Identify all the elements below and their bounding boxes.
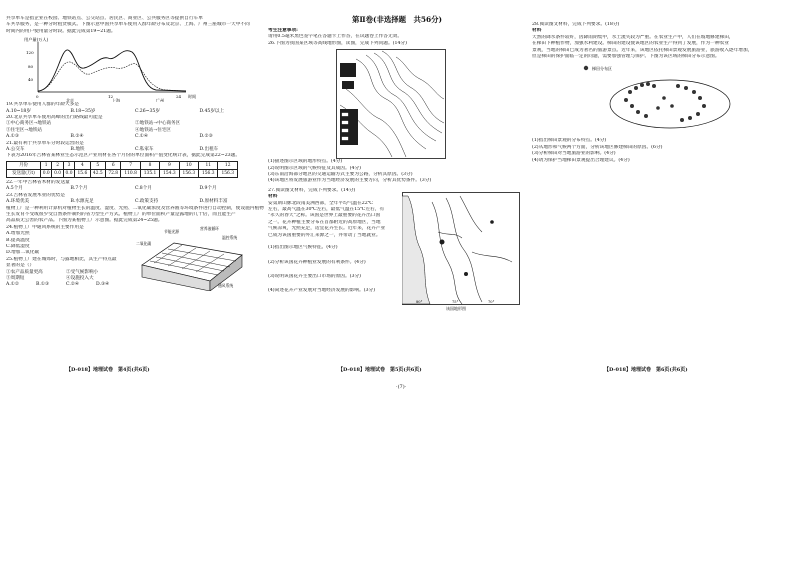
usage-line-chart xyxy=(16,36,216,102)
map-tick: 75° xyxy=(452,300,459,305)
option: B.水源充足 xyxy=(70,199,94,205)
table-cell: 135.1 xyxy=(140,169,159,177)
question-20: 20.北京共享单车使用高峰的出行路线最可能是 xyxy=(6,115,103,121)
legend-beijing: 北京 xyxy=(66,98,74,103)
question-19: 19.共享单车使用人群的年龄大多是 xyxy=(6,102,80,108)
chart-ytick: 80 xyxy=(28,64,34,70)
option: D.出租车 xyxy=(199,147,219,153)
q28-sub: (3)分析梯田对当地旅游业的影响。(4分) xyxy=(532,151,616,157)
intro-line: 生长发育不受或很少受自然条件制约的省力型生产方式。植物工厂的单位面积产量是露地的几十倍，而且能生产 xyxy=(6,211,236,217)
table-cell: 154.3 xyxy=(160,169,179,177)
chart-xtick: 12 xyxy=(108,94,114,100)
table-cell: 0.0 xyxy=(40,169,51,177)
q20-options xyxy=(6,134,264,140)
option: C.政策支持 xyxy=(135,199,159,205)
material-line: 安第斯山脉北段南美洲西部，全年平均气温在22℃ xyxy=(268,200,373,206)
table-cell: 发送量(万t) xyxy=(7,169,41,177)
statement: ③周期短 xyxy=(6,275,25,281)
table-header-row xyxy=(7,161,238,169)
table-cell: 156.3 xyxy=(199,169,218,177)
option: A.①③ xyxy=(6,134,20,140)
intro-line: 车共享服务，是一种分时租赁模式。下图示意中国共享单车使用人群年龄分布及北京、上海、广州三座城市一天中不同 xyxy=(6,22,250,28)
table-cell: 10 xyxy=(179,161,198,169)
option: B.7个月 xyxy=(70,186,88,192)
material-line: 景观，当地的梯田已成为著名的旅游景点。近年来，该地区依托梯田景观发展旅游业，旅游收入逐年增加， xyxy=(532,47,753,53)
table-cell: 8 xyxy=(140,161,159,169)
option: A.环境优美 xyxy=(6,199,30,205)
option: B.①③ xyxy=(36,282,50,288)
material-label: 材料 xyxy=(268,194,278,200)
option: B.提高温度 xyxy=(6,237,30,243)
question-25: 25.植物工厂建在城郊时，与露地相比，其生产特点最 xyxy=(6,256,117,262)
q28-sub: (4)请为保护当地梯田景观提出合理建议。(4分) xyxy=(532,157,630,163)
q26-sub: (2)说明图示区域的气候特征及其成因。(4分) xyxy=(268,165,361,171)
q26-sub: (4)该地区将发展旅游业作为当地经济发展的主要方向，分析其优势条件。(3分) xyxy=(268,178,432,184)
q26-sub: (3)东南沿海部分地区的交通运输方式主要为公路，分析其原因。(3分) xyxy=(268,172,413,178)
option: C.②④ xyxy=(66,282,80,288)
table-cell: 156.3 xyxy=(218,169,238,177)
statement: ②地铁站→中心商务区 xyxy=(135,121,181,127)
table-cell: 0.0 xyxy=(52,169,63,177)
section-title: 第Ⅱ卷(非选择题 共56分) xyxy=(351,15,443,24)
table-cell: 1 xyxy=(40,161,51,169)
page-4-column xyxy=(6,0,264,561)
question-28: 28.阅读图文材料，完成下列要求。(18分) xyxy=(532,22,620,27)
table-cell: 42.5 xyxy=(90,169,105,177)
table-cell: 0.0 xyxy=(63,169,74,177)
table-cell: 9 xyxy=(160,161,179,169)
diagram-label: 温控系统 xyxy=(222,234,238,240)
question-22: 22.一年中吉林省木材的发送量 xyxy=(6,179,70,185)
page-mark: ·(7)· xyxy=(396,384,407,390)
question-26: 26.下图为我国某区域等高线地形图，读图，完成下列问题。(14分) xyxy=(268,40,407,46)
q28-sub: (2)从地形和气候两个方面，分析该地区修建梯田的原因。(6分) xyxy=(532,144,663,150)
statement: ①中心商务区→地铁站 xyxy=(6,121,52,127)
q27-sub: (4)简述花卉产业发展对当地经济发展的影响。(3分) xyxy=(268,288,376,294)
chart-ytick: 120 xyxy=(26,50,34,56)
question-21: 21.最有利于共享单车分时段运营的是 xyxy=(6,140,84,146)
option: D.原材料丰富 xyxy=(199,199,228,205)
diagram-label: 通风系统 xyxy=(218,282,234,288)
material-line: 气候凉爽，光照充足，适宜花卉生长。近年来，花卉产业 xyxy=(268,226,386,232)
question-24: 24.植物工厂中通风系统的主要作用是 xyxy=(6,224,84,230)
table-cell: 156.3 xyxy=(179,169,198,177)
option: A.增加光照 xyxy=(6,231,30,237)
option: A.公交车 xyxy=(6,147,25,153)
shipment-table xyxy=(6,161,238,178)
table-cell: 11 xyxy=(199,161,218,169)
statement: ②受气候影响小 xyxy=(66,269,99,275)
legend-guangzhou: 广州 xyxy=(156,98,164,103)
diagram-label: 营养液循环 xyxy=(200,225,219,231)
page-footer: 【D-018】地理试卷 第6页(共6页) xyxy=(604,367,688,373)
intro-line: 共享单车是指企业在校园、地铁站点、公交站点、居民区、商业区、公共服务区等提供自行车单 xyxy=(6,16,203,21)
q27-sub: (3)说明该国花卉主要出口市场的原因。(3分) xyxy=(268,273,361,279)
statement: ①农产品质量更高 xyxy=(6,269,43,275)
material-line: 但是梯田的保护面临一定的问题，需要加强管理与保护。下图为该区域的梯田分布示意图。 xyxy=(532,54,720,60)
q27-sub: (1)指出图示地区气候特征。(4分) xyxy=(268,245,338,251)
table-cell: 110.8 xyxy=(121,169,140,177)
material-label: 材料 xyxy=(532,28,542,34)
table-cell: 6 xyxy=(106,161,121,169)
figure-legend: 梯田分布区 xyxy=(592,66,612,72)
table-cell: 3 xyxy=(63,161,74,169)
legend-shanghai: 上海 xyxy=(112,98,120,103)
table-cell: 72.8 xyxy=(106,169,121,177)
intro-table: 下表为2016年吉林省某林业生态示范区产业用材在各个月份的单位面积产值变化统计表，据此完成第22~23题。 xyxy=(6,153,241,159)
material-line: 左右，最高气温在30℃左右，最低气温在15℃左右，有 xyxy=(268,207,385,213)
table-cell: 15.6 xyxy=(75,169,90,177)
option: B.18~35岁 xyxy=(70,108,96,114)
chart-ylabel: 用户量(万人) xyxy=(24,37,49,43)
intro-line: 时间内的用户使用量分时段。据此完成第19~21题。 xyxy=(6,28,116,34)
diagram-label: 二氧化碳 xyxy=(136,240,152,246)
question-25-cont: 显著的是（） xyxy=(6,263,35,269)
q22-options xyxy=(6,186,264,192)
option: C.8个月 xyxy=(135,186,152,192)
option: A.5个月 xyxy=(6,186,23,192)
q26-sub: (1)描述图示区域的地形特点。(4分) xyxy=(268,159,343,165)
option: C.私家车 xyxy=(135,147,154,153)
option: C.26~35岁 xyxy=(135,108,160,114)
material-line: 已成为该国重要的外汇来源之一，并带动了当地就业。 xyxy=(268,232,381,238)
option: A.10~18岁 xyxy=(6,108,31,114)
chart-xtick: 24 xyxy=(176,94,182,100)
country-terrain-map xyxy=(402,192,520,312)
statement: ④地铁站→住宅区 xyxy=(135,127,172,133)
option: D.③④ xyxy=(96,282,110,288)
diagram-label: 节能光源 xyxy=(164,228,180,234)
intro-line: 高品质无公害的农产品。下图为某植物工厂示意图。据此完成第24~25题。 xyxy=(6,218,163,224)
notice-text: 请用0.5毫米黑色签字笔在答题卡上作答，在试题卷上作答无效。 xyxy=(268,34,403,40)
map-tick: 70° xyxy=(488,300,495,305)
material-line: 在梯田下种植作物，加强水利建设。梯田的建设使该地区的农业生产得到了发展，作为一种农业 xyxy=(532,41,729,47)
chart-xlabel: 时间 xyxy=(188,94,196,100)
option: C.①④ xyxy=(135,134,149,140)
statement: ④设施投入大 xyxy=(66,275,94,281)
material-line: 天然的降水条件较好，因降雨期集中，水土流失较为严重。在农业生产中，人们在坡地修建梯田， xyxy=(532,34,734,40)
option: D.②③ xyxy=(199,134,213,140)
option: D.9个月 xyxy=(199,186,217,192)
page-footer: 【D-018】地理试卷 第4页(共6页) xyxy=(66,367,150,373)
table-cell: 月份 xyxy=(7,161,41,169)
table-cell: 5 xyxy=(90,161,105,169)
map-caption: 该国地形图 xyxy=(446,306,466,312)
material-line: "永久的春天"之称。该国是世界上最重要的花卉出口国 xyxy=(268,213,381,219)
page-5-column xyxy=(268,0,526,561)
q27-sub: (2)分析该国花卉种植业发展的有利条件。(4分) xyxy=(268,259,366,265)
statement: ③住宅区→地铁站 xyxy=(6,127,43,133)
table-cell: 7 xyxy=(121,161,140,169)
option: A.①② xyxy=(6,282,20,288)
series-line-shanghai xyxy=(38,62,186,91)
terrace-distribution-figure xyxy=(578,62,738,132)
q28-sub: (1)指出梯田景观的分布特点。(4分) xyxy=(532,138,607,144)
option: B.②④ xyxy=(70,134,84,140)
question-27: 27.阅读图文材料，完成下列要求。(14分) xyxy=(268,187,356,193)
q23-options xyxy=(6,199,264,205)
map-tick: 80° xyxy=(416,300,423,305)
page-6-column xyxy=(532,0,790,561)
table-row xyxy=(7,169,238,177)
chart-ytick: 40 xyxy=(28,77,34,83)
plant-factory-diagram xyxy=(134,225,249,291)
series-line-beijing xyxy=(38,50,186,91)
option: D.45岁以上 xyxy=(199,108,225,114)
intro-line: 植物工厂是一种利用计算机对植物生长的温度、湿度、光照、二氧化碳浓度及营养液等环境条件进行自动控制，使设施内植物 xyxy=(6,205,264,211)
notice-heading: 考生注意事项: xyxy=(268,28,298,33)
page-footer: 【D-018】地理试卷 第5页(共6页) xyxy=(338,367,422,373)
material-line: 之一。花卉种植主要分布在首都附近的高原地区，当地 xyxy=(268,219,381,225)
question-23: 23.吉林省发展木业的优势是 xyxy=(6,192,66,198)
q25-options xyxy=(6,282,126,288)
chart-xtick: 0 xyxy=(36,94,39,100)
option: D.增加二氧化碳 xyxy=(6,250,40,256)
option: C.降低湿度 xyxy=(6,243,30,249)
table-cell: 12 xyxy=(218,161,238,169)
option: B.地铁 xyxy=(70,147,85,153)
table-cell: 4 xyxy=(75,161,90,169)
table-cell: 2 xyxy=(52,161,63,169)
contour-map xyxy=(336,49,446,159)
